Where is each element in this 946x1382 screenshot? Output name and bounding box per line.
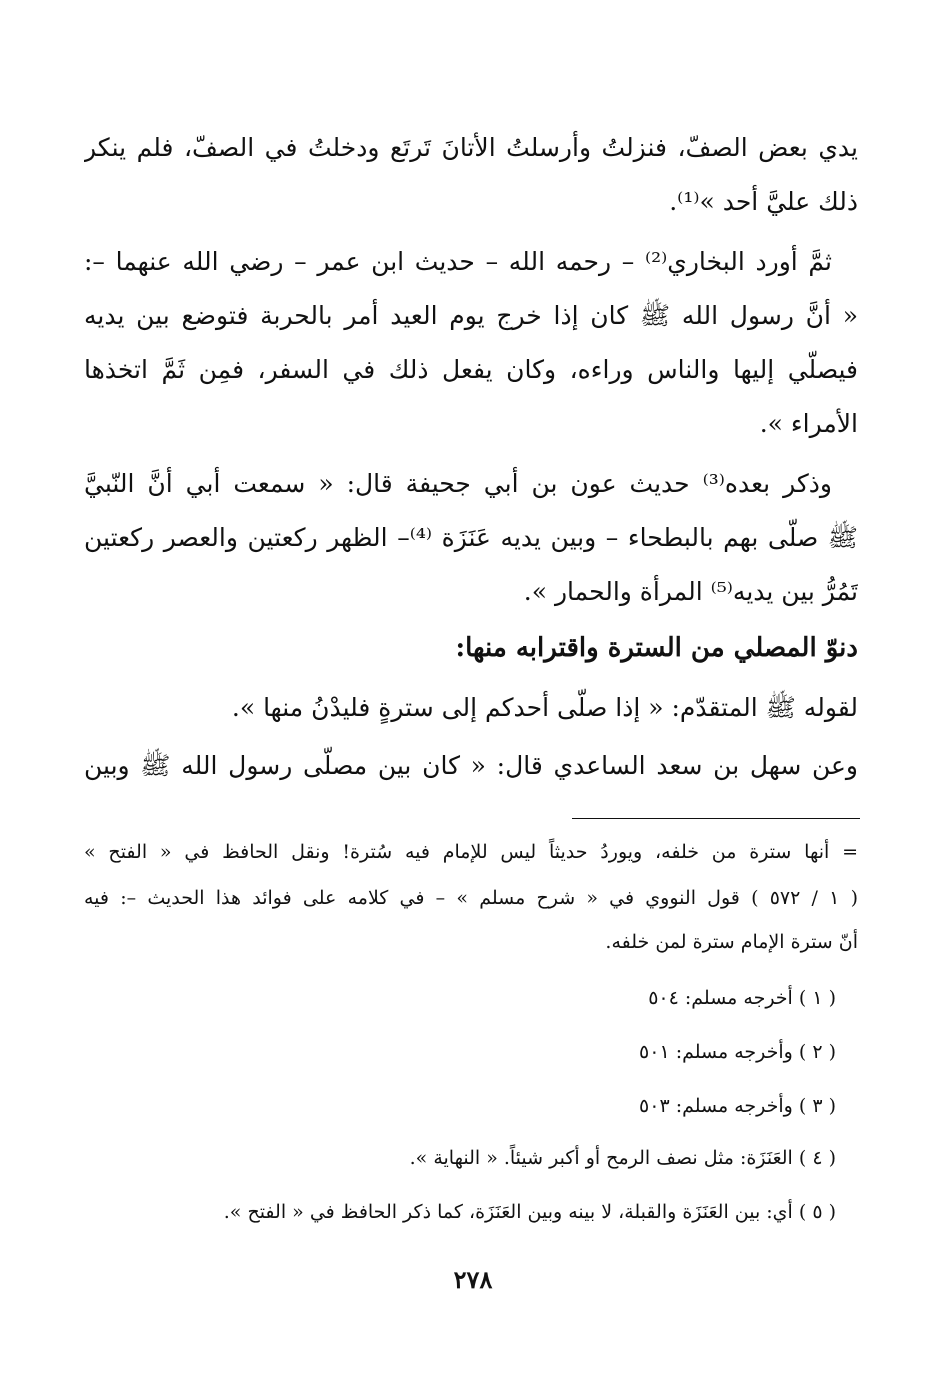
footnote-separator — [572, 818, 860, 819]
body-line-7: وذكر بعده⁽³⁾ حديث عون بن أبي جحيفة قال: « سمعت أبي أنَّ النّبيَّ — [84, 469, 832, 498]
body-line-3: ثمَّ أورد البخاري⁽²⁾ – رحمه الله – حديث ابن عمر – رضي الله عنهما –: — [84, 247, 832, 276]
body-line-1: يدي بعض الصفّ، فنزلتُ وأرسلتُ الأتانَ تَرتَع ودخلتُ في الصفّ، فلم ينكر — [84, 133, 858, 162]
body-line-9: تَمُرُّ بين يديه⁽⁵⁾ المرأة والحمار ». — [523, 577, 858, 606]
page-number: ٢٧٨ — [453, 1265, 493, 1294]
footnote-continuation-1: = أنها سترة من خلفه، ويوردُ حديثاً ليس للإمام فيه سُترة! ونقل الحافظ في « الفتح » — [84, 841, 858, 863]
footnote-4: ( ٤ ) العَنَزَة: مثل نصف الرمح أو أكبر شيئاً. « النهاية ». — [409, 1147, 836, 1169]
footnote-1: ( ١ ) أخرجه مسلم: ٥٠٤ — [648, 987, 836, 1009]
body-line-8: ﷺ صلّى بهم بالبطحاء – وبين يديه عَنَزَة ⁽⁴⁾– الظهر ركعتين والعصر ركعتين — [84, 523, 858, 552]
footnote-5: ( ٥ ) أي: بين العَنَزَة والقبلة، لا بينه وبين العَنَزَة، كما ذكر الحافظ في « الفتح ». — [223, 1201, 836, 1223]
body-line-4: « أنَّ رسول الله ﷺ كان إذا خرج يوم العيد أمر بالحربة فتوضع بين يديه — [84, 301, 858, 330]
body-line-10: لقوله ﷺ المتقدّم: « إذا صلّى أحدكم إلى سترةٍ فليدْنُ منها ». — [231, 693, 858, 722]
body-line-5: فيصلّي إليها والناس وراءه، وكان يفعل ذلك في السفر، فمِن ثَمَّ اتخذها — [84, 355, 858, 384]
body-line-6: الأمراء ». — [759, 409, 858, 438]
footnote-2: ( ٢ ) وأخرجه مسلم: ٥٠١ — [639, 1041, 836, 1063]
footnote-3: ( ٣ ) وأخرجه مسلم: ٥٠٣ — [639, 1095, 836, 1117]
body-line-11: وعن سهل بن سعد الساعدي قال: « كان بين مصلّى رسول الله ﷺ وبين — [84, 751, 858, 780]
body-line-2: ذلك عليَّ أحد »⁽¹⁾. — [669, 187, 858, 216]
footnote-continuation-3: أنّ سترة الإمام سترة لمن خلفه. — [605, 931, 858, 953]
footnote-continuation-2: ( ١ / ٥٧٢ ) قول النووي في « شرح مسلم » – في كلامه على فوائد هذا الحديث –: فيه — [84, 887, 858, 909]
section-heading: دنوّ المصلي من السترة واقترابه منها: — [455, 633, 858, 663]
